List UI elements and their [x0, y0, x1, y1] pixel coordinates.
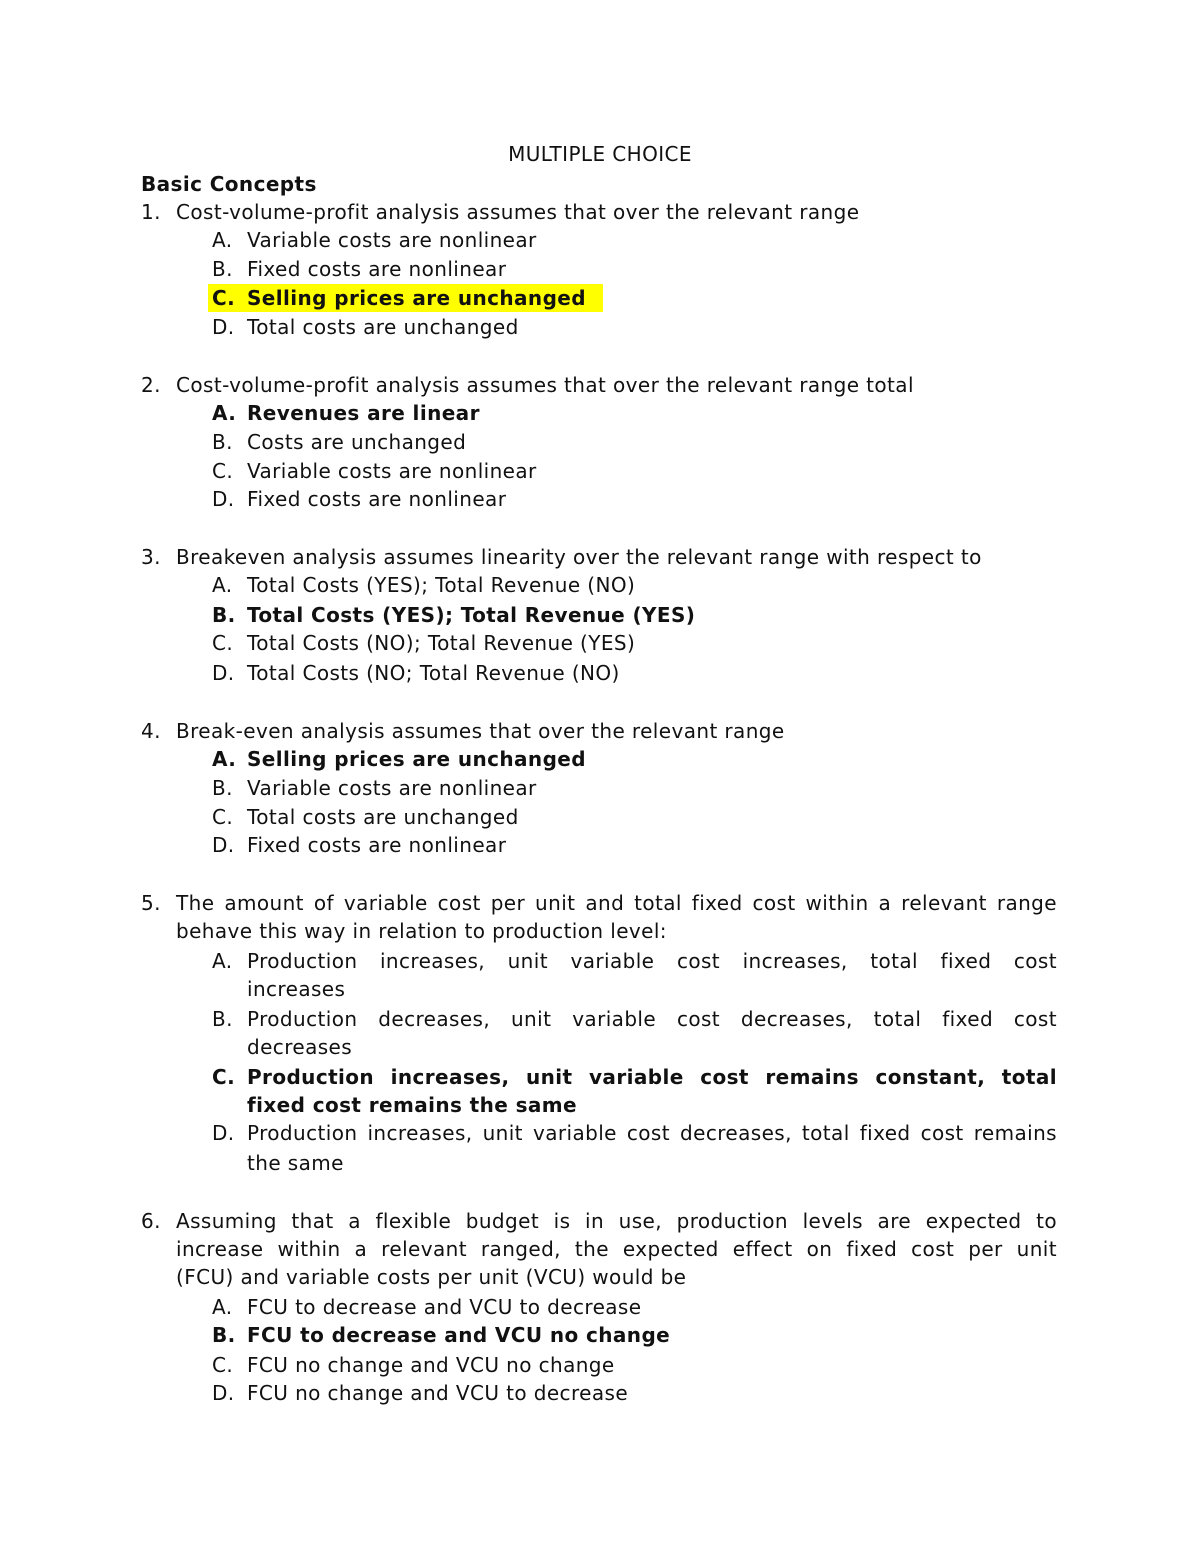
- option-letter: A.: [212, 949, 233, 973]
- option-text: FCU no change and VCU no change: [247, 1353, 615, 1377]
- option-text: increases: [247, 977, 346, 1001]
- option-letter: A.: [212, 1295, 233, 1319]
- option-text: Fixed costs are nonlinear: [247, 833, 507, 857]
- option-text-answer: Selling prices are unchanged: [247, 286, 586, 310]
- option-text: decreases: [247, 1035, 353, 1059]
- option-text: Variable costs are nonlinear: [247, 776, 537, 800]
- option-letter: D.: [212, 487, 235, 511]
- option-text-answer: fixed cost remains the same: [247, 1093, 577, 1117]
- page-title: MULTIPLE CHOICE: [508, 142, 692, 166]
- question-text: Assuming that a flexible budget is in use, production levels are expected to: [176, 1209, 1057, 1233]
- question-text: Breakeven analysis assumes linearity over the relevant range with respect to: [176, 545, 982, 569]
- option-text-answer: FCU to decrease and VCU no change: [247, 1323, 671, 1347]
- option-letter: A.: [212, 228, 233, 252]
- option-text-answer: Selling prices are unchanged: [247, 747, 586, 771]
- option-letter: D.: [212, 661, 235, 685]
- option-letter: B.: [212, 1007, 233, 1031]
- option-text: the same: [247, 1151, 344, 1175]
- option-text: Costs are unchanged: [247, 430, 467, 454]
- option-letter-answer: C.: [212, 286, 236, 310]
- option-text: Production increases, unit variable cost decreases, total fixed cost remains: [247, 1121, 1057, 1145]
- option-text: Total costs are unchanged: [247, 315, 519, 339]
- option-text: Variable costs are nonlinear: [247, 459, 537, 483]
- option-letter: C.: [212, 631, 234, 655]
- option-text: Total costs are unchanged: [247, 805, 519, 829]
- option-text: FCU no change and VCU to decrease: [247, 1381, 629, 1405]
- question-number: 4.: [141, 719, 161, 743]
- option-text: Production decreases, unit variable cost decreases, total fixed cost: [247, 1007, 1057, 1031]
- option-letter: D.: [212, 1121, 235, 1145]
- option-text: Production increases, unit variable cost increases, total fixed cost: [247, 949, 1057, 973]
- option-letter-answer: B.: [212, 1323, 236, 1347]
- question-number: 2.: [141, 373, 161, 397]
- section-heading: Basic Concepts: [141, 172, 317, 196]
- question-number: 1.: [141, 200, 161, 224]
- option-text: Fixed costs are nonlinear: [247, 257, 507, 281]
- question-text: Cost-volume-profit analysis assumes that over the relevant range: [176, 200, 860, 224]
- question-text: Cost-volume-profit analysis assumes that over the relevant range total: [176, 373, 914, 397]
- option-letter: B.: [212, 776, 233, 800]
- option-text: Total Costs (NO; Total Revenue (NO): [247, 661, 620, 685]
- option-text: Fixed costs are nonlinear: [247, 487, 507, 511]
- option-letter: D.: [212, 833, 235, 857]
- question-text: The amount of variable cost per unit and total fixed cost within a relevant range: [176, 891, 1057, 915]
- question-number: 5.: [141, 891, 161, 915]
- option-letter: C.: [212, 459, 234, 483]
- option-letter: D.: [212, 1381, 235, 1405]
- option-letter: C.: [212, 1353, 234, 1377]
- question-text: increase within a relevant ranged, the expected effect on fixed cost per unit: [176, 1237, 1057, 1261]
- question-text: (FCU) and variable costs per unit (VCU) would be: [176, 1265, 687, 1289]
- option-text: Variable costs are nonlinear: [247, 228, 537, 252]
- question-text: Break-even analysis assumes that over the relevant range: [176, 719, 785, 743]
- option-text-answer: Production increases, unit variable cost remains constant, total: [247, 1065, 1057, 1089]
- option-letter: D.: [212, 315, 235, 339]
- question-number: 6.: [141, 1209, 161, 1233]
- option-text-answer: Total Costs (YES); Total Revenue (YES): [247, 603, 696, 627]
- question-text: behave this way in relation to production level:: [176, 919, 667, 943]
- option-text: FCU to decrease and VCU to decrease: [247, 1295, 642, 1319]
- option-letter: B.: [212, 430, 233, 454]
- option-letter: C.: [212, 805, 234, 829]
- option-letter-answer: B.: [212, 603, 236, 627]
- option-text: Total Costs (NO); Total Revenue (YES): [247, 631, 636, 655]
- option-letter-answer: A.: [212, 401, 237, 425]
- option-letter: B.: [212, 257, 233, 281]
- option-letter: A.: [212, 573, 233, 597]
- option-letter-answer: A.: [212, 747, 237, 771]
- question-number: 3.: [141, 545, 161, 569]
- option-text: Total Costs (YES); Total Revenue (NO): [247, 573, 636, 597]
- option-letter-answer: C.: [212, 1065, 236, 1089]
- option-text-answer: Revenues are linear: [247, 401, 480, 425]
